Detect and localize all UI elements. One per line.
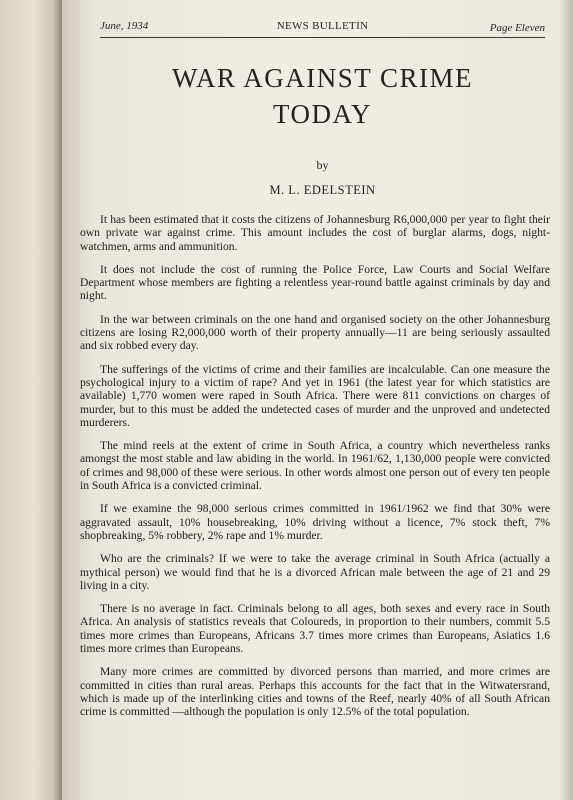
title-line-2: TODAY bbox=[272, 99, 373, 129]
title-line-1: WAR AGAINST CRIME bbox=[171, 63, 474, 93]
byline-by: by bbox=[316, 158, 329, 172]
header-rule bbox=[100, 37, 545, 38]
paragraph: Many more crimes are committed by divorced persons than married, and more crimes are committed in cities than rural areas. Perhaps this accounts for the fact that in the Witwatersrand, which is made up of the interlinking cities and towns of the Reef, nearly 40% of all South African crime is committed —although the population is only 12.5% of the total population. bbox=[80, 665, 550, 719]
byline-author: M. L. EDELSTEIN bbox=[269, 183, 376, 197]
paragraph: The sufferings of the victims of crime and their families are incalculable. Can one measure the psychological injury to a victim of rape? And yet in 1961 (the latest year for which statistics are available) 1,770 women were raped in South Africa. There were 811 convictions on charges of murder, but to this must be added the undetected cases of murder and the unproved and undetected murderers. bbox=[80, 362, 550, 429]
paragraph: There is no average in fact. Criminals belong to all ages, both sexes and every race in South Africa. An analysis of statistics reveals that Coloureds, in proportion to their numbers, commit 5.5 times more crimes than Europeans, Africans 3.7 times more crimes than Europeans, Asiatics 1.6 times more crimes than Europeans. bbox=[80, 602, 550, 656]
article-title bbox=[100, 60, 545, 132]
header-date: June, 1934 bbox=[100, 20, 149, 32]
paragraph: It does not include the cost of running the Police Force, Law Courts and Social Welfare Department whose members are fighting a relentless year-round battle against criminals by day and night. bbox=[80, 262, 550, 303]
paragraph: The mind reels at the extent of crime in South Africa, a country which nevertheless ranks amongst the most stable and law abiding in the world. In 1961/62, 1,130,000 people were convicted of crimes and 98,000 of these were serious. In other words almost one person out of every ten people in South Africa is a convicted criminal. bbox=[80, 439, 550, 493]
page-shadow bbox=[559, 0, 573, 800]
paragraph: Who are the criminals? If we were to take the average criminal in South Africa (actually a mythical person) we would find that he is a divorced African male between the age of 21 and 29 living in a city. bbox=[80, 552, 550, 592]
document-page bbox=[62, 0, 573, 800]
article-body bbox=[80, 213, 550, 729]
paragraph: It has been estimated that it costs the citizens of Johannesburg R6,000,000 per year to fight their own private war against crime. This amount includes the cost of burglar alarms, dogs, night-watchmen, arms and ammunition. bbox=[80, 213, 550, 253]
header-publication: NEWS BULLETIN bbox=[276, 20, 369, 32]
paragraph: If we examine the 98,000 serious crimes committed in 1961/1962 we find that 30% were aggravated assault, 10% housebreaking, 10% driving without a licence, 7% stock theft, 7% shopbreaking, 5% robbery, 2% rape and 1% murder. bbox=[80, 502, 550, 542]
header-page-number: Page Eleven bbox=[489, 22, 545, 34]
paragraph: In the war between criminals on the one hand and organised society on the other Johannesburg citizens are losing R2,000,000 worth of their property annually—11 are being seriously assaulted and six robbed every day. bbox=[80, 312, 550, 353]
facing-page-edge bbox=[0, 0, 62, 800]
